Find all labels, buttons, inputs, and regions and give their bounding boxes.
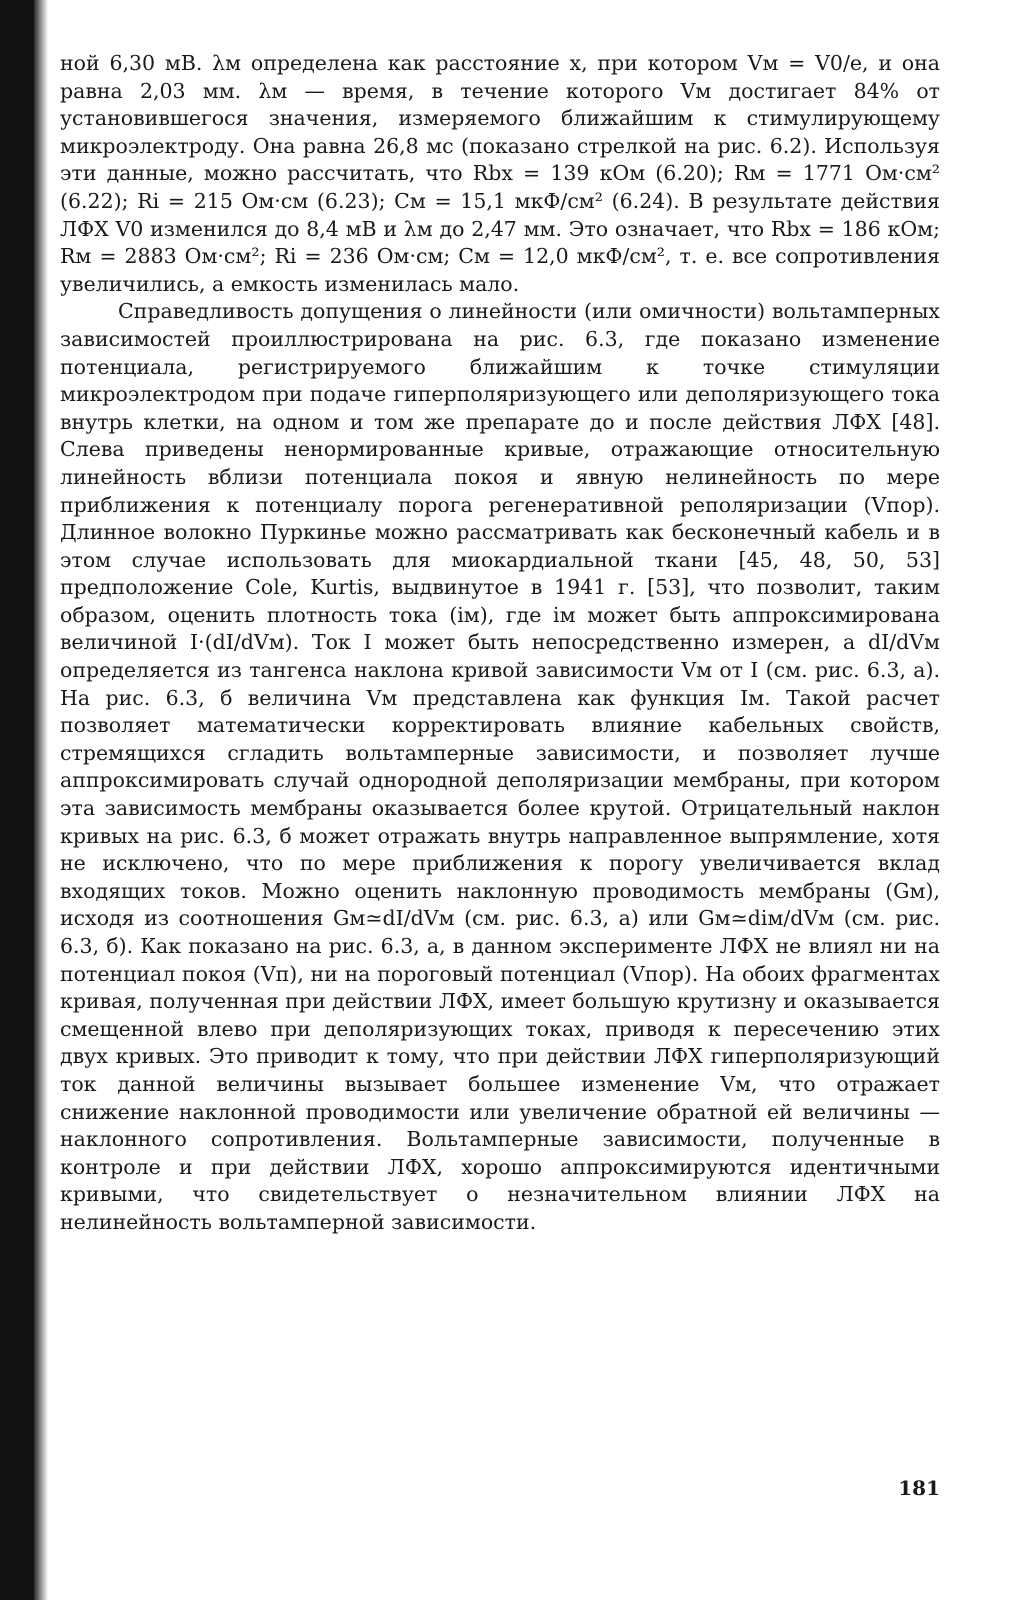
page-number: 181: [898, 1476, 940, 1500]
paragraph-main: Справедливость допущения о линейности (или омичности) вольтамперных зависимостей проиллюстрирована на рис. 6.3, где показано изменение потенциала, регистрируемого ближайшим к точке стимуляции микроэлектродом при подаче гиперполяризующего или деполяризующего тока внутрь клетки, на одном и том же препарате до и после действия ЛФХ [48]. Слева приведены ненормированные кривые, отражающие относительную линейность вблизи потенциала покоя и явную нелинейность по мере приближения к потенциалу порога регенеративной реполяризации (Vпор). Длинное волокно Пуркинье можно рассматривать как бесконечный кабель и в этом случае использовать для миокардиальной ткани [45, 48, 50, 53] предположение Cole, Kurtis, выдвинутое в 1941 г. [53], что позволит, таким образом, оценить плотность тока (iм), где iм может быть аппроксимирована величиной I·(dI/dVм). Ток I может быть непосредственно измерен, а dI/dVм определяется из тангенса наклона кривой зависимости Vм от I (см. рис. 6.3, а). На рис. 6.3, б величина Vм представлена как функция Iм. Такой расчет позволяет математически корректировать влияние кабельных свойств, стремящихся сгладить вольтамперные зависимости, и позволяет лучше аппроксимировать случай однородной деполяризации мембраны, при котором эта зависимость мембраны оказывается более крутой. Отрицательный наклон кривых на рис. 6.3, б может отражать внутрь направленное выпрямление, хотя не исключено, что по мере приближения к порогу увеличивается вклад входящих токов. Можно оценить наклонную проводимость мембраны (Gм), исходя из соотношения Gм≃dI/dVм (см. рис. 6.3, а) или Gм≃diм/dVм (см. рис. 6.3, б). Как показано на рис. 6.3, а, в данном эксперименте ЛФХ не влиял ни на потенциал покоя (Vп), ни на пороговый потенциал (Vпор). На обоих фрагментах кривая, полученная при действии ЛФХ, имеет большую крутизну и оказывается смещенной влево при деполяризующих токах, приводя к пересечению этих двух кривых. Это приводит к тому, что при действии ЛФХ гиперполяризующий ток данной величины вызывает большее изменение Vм, что отражает снижение наклонной проводимости или увеличение обратной ей величины — наклонного сопротивления. Вольтамперные зависимости, полученные в контроле и при действии ЛФХ, хорошо аппроксимируются идентичными кривыми, что свидетельствует о незначительном влиянии ЛФХ на нелинейность вольтамперной зависимости.: [60, 299, 940, 1234]
scan-dark-edge: [0, 0, 34, 1600]
paragraph-continuation: ной 6,30 мВ. λм определена как расстояние х, при котором Vм = V0/e, и она равна 2,03 мм. λм — время, в течение которого Vм достигает 84% от установившегося значения, измеряемого ближайшим к стимулирующему микроэлектроду. Она равна 26,8 мс (показано стрелкой на рис. 6.2). Используя эти данные, можно рассчитать, что Rbx = 139 кОм (6.20); Rм = 1771 Ом·см² (6.22); Ri = 215 Ом·см (6.23); Cм = 15,1 мкФ/см² (6.24). В результате действия ЛФХ V0 изменился до 8,4 мВ и λм до 2,47 мм. Это означает, что Rbx = 186 кОм; Rм = 2883 Ом·см²; Ri = 236 Ом·см; Cм = 12,0 мкФ/см², т. е. все сопротивления увеличились, а емкость изменилась мало.: [60, 51, 940, 296]
scan-edge-shadow: [34, 0, 48, 1600]
page-text: [60, 50, 940, 1237]
